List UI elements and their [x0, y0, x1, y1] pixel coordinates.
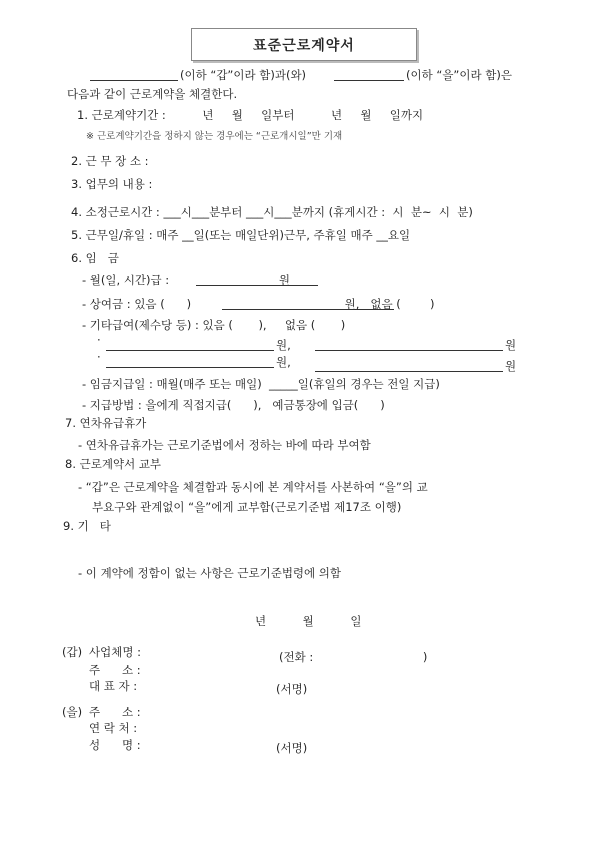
employee-name-blank	[334, 80, 404, 81]
wage-other-unit-1a: 원,	[276, 338, 291, 352]
employer-phone: (전화 : )	[279, 650, 428, 664]
wage-payment-method: - 지급방법 : 을에게 직접지급( ), 예금통장에 입금( )	[82, 398, 385, 412]
wage-other: - 기타급여(제수당 등) : 있음 ( ), 없음 ( )	[82, 318, 346, 332]
item-etc-title: 9. 기 타	[63, 519, 111, 533]
intro-text: 다음과 같이 근로계약을 체결한다.	[67, 87, 238, 101]
item-wage-title: 6. 임 금	[71, 251, 119, 265]
wage-monthly: - 월(일, 시간)급 : 원	[82, 273, 290, 287]
contract-title: 표준근로계약서	[191, 28, 417, 61]
wage-other-bullet-2: ·	[97, 350, 101, 364]
item-contract-period-note: ※ 근로계약기간을 정하지 않는 경우에는 “근로개시일”만 기재	[86, 131, 343, 142]
employer-label: (갑)	[62, 645, 83, 659]
employer-signature: (서명)	[276, 682, 308, 696]
employee-name: 성 명 :	[89, 738, 141, 752]
wage-other-bullet-1: ·	[97, 333, 101, 347]
employee-signature: (서명)	[276, 741, 308, 755]
signing-date: 년 월 일	[255, 614, 362, 628]
wage-bonus: - 상여금 : 있음 ( ) 원, 없음 ( )	[82, 297, 435, 311]
item-workplace: 2. 근 무 장 소 :	[71, 154, 149, 168]
employee-contact: 연 락 처 :	[89, 721, 138, 735]
item-workdays-holidays: 5. 근무일/휴일 : 매주 __일(또는 매일단위)근무, 주휴일 매주 __요일	[71, 228, 411, 242]
wage-payday: - 임금지급일 : 매월(매주 또는 매일) _____일(휴일의 경우는 전일 지급)	[82, 377, 440, 391]
wage-other-blank-1b	[315, 350, 503, 351]
intro-employee-clause: (이하 “을”이라 함)은	[406, 68, 512, 82]
wage-other-blank-2b	[315, 371, 503, 372]
wage-bonus-blank	[222, 309, 394, 310]
item-duties: 3. 업무의 내용 :	[71, 177, 153, 191]
item-annual-leave-title: 7. 연차유급휴가	[65, 416, 147, 430]
item-delivery-title: 8. 근로계약서 교부	[65, 457, 162, 471]
employer-ceo: 대 표 자 :	[89, 679, 138, 693]
wage-other-unit-2b: 원	[505, 359, 517, 373]
item-working-hours: 4. 소정근로시간 : ___시___분부터 ___시___분까지 (휴게시간 : 시 분~ 시 분)	[71, 205, 473, 219]
employer-name-blank	[90, 80, 178, 81]
item-contract-period: 1. 근로계약기간 : 년 월 일부터 년 월 일까지	[77, 108, 424, 122]
wage-other-blank-2a	[106, 367, 274, 368]
employee-label: (을)	[62, 705, 83, 719]
employer-address: 주 소 :	[89, 663, 141, 677]
employee-address: 주 소 :	[89, 705, 141, 719]
annual-leave-text: - 연차유급휴가는 근로기준법에서 정하는 바에 따라 부여함	[78, 438, 371, 452]
delivery-text-line1: - “갑”은 근로계약을 체결함과 동시에 본 계약서를 사본하여 “을”의 교	[78, 480, 428, 494]
wage-other-blank-1a	[106, 350, 274, 351]
etc-text: - 이 계약에 정함이 없는 사항은 근로기준법령에 의함	[78, 566, 342, 580]
wage-monthly-blank	[196, 285, 318, 286]
employer-business-name: 사업체명 :	[89, 645, 141, 659]
wage-other-unit-2a: 원,	[276, 355, 291, 369]
intro-employer-clause: (이하 “갑”이라 함)과(와)	[180, 68, 307, 82]
wage-other-unit-1b: 원	[505, 338, 517, 352]
delivery-text-line2: 부요구와 관계없이 “을”에게 교부함(근로기준법 제17조 이행)	[92, 500, 402, 514]
